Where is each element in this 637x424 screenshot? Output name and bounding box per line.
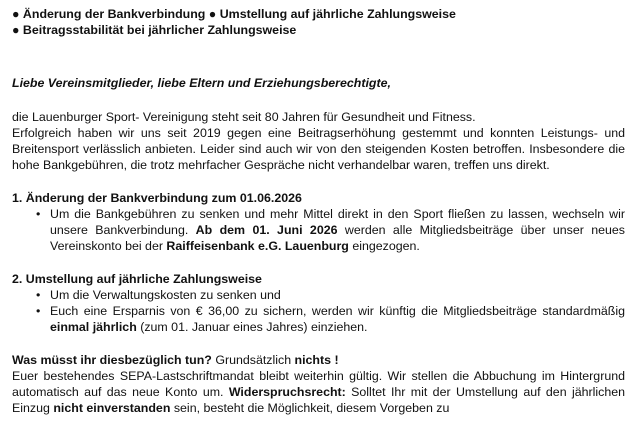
text-span: Um die Bankgebühren zu senken und mehr Mittel direkt in den Sport fließen zu lassen, wechseln wir unsere Bankverbindung. — [50, 207, 625, 237]
bullet-marker: • — [36, 288, 41, 302]
text-span: sein, besteht die Möglichkeit, diesem Vorgeben zu — [170, 401, 450, 415]
greeting: Liebe Vereinsmitglieder, liebe Eltern und Erziehungsberechtigte, — [12, 76, 391, 90]
yearly-emphasis: einmal jährlich — [50, 320, 137, 334]
bullet-marker: • — [36, 207, 41, 221]
text-span: werden alle Mitgliedsbeiträge über unser neues Vereinskonto bei der — [50, 223, 625, 253]
section-1-list — [12, 206, 625, 254]
intro-line-1: die Lauenburger Sport- Vereinigung steht seit 80 Jahren für Gesundheit und Fitness. — [12, 110, 476, 124]
text-span: Grundsätzlich — [211, 353, 295, 367]
intro-paragraph — [12, 109, 625, 173]
text-span: eingezogen. — [348, 239, 420, 253]
section-2-bullet-1 — [12, 287, 625, 303]
date-emphasis: Ab dem 01. Juni 2026 — [195, 223, 338, 237]
answer-emphasis: nichts ! — [294, 353, 339, 367]
text-span: Um die Verwaltungskosten zu senken und — [50, 288, 281, 302]
bullet-marker: • — [36, 304, 41, 318]
text-span: Euch eine Ersparnis von € 36,00 zu sichern, werden wir künftig die Mitgliedsbeiträge standardmäßig — [50, 304, 625, 318]
intro-body: Erfolgreich haben wir uns seit 2019 gegen eine Beitragserhöhung gestemmt und konnten Leistungs- und Breitensport verlässlich anbieten. Leider sind auch wir von den steigenden Kosten betroffen. Insbesondere die hohe Bankgebühren, die trotz mehrfacher Gespräche nicht verhandelbar waren, treffen uns direkt. — [12, 126, 625, 172]
header-topics-line-1: ● Änderung der Bankverbindung ● Umstellung auf jährliche Zahlungsweise — [12, 7, 456, 21]
objection-label: Widerspruchsrecht: — [228, 385, 346, 399]
text-span: Solltet Ihr mit der Umstellung auf den jährlichen Einzug — [12, 385, 625, 415]
text-span: (zum 01. Januar eines Jahres) einziehen. — [136, 320, 368, 334]
section-1-title: 1. Änderung der Bankverbindung zum 01.06.2026 — [12, 191, 302, 205]
text-span: Euer bestehendes SEPA-Lastschriftmandat bleibt weiterhin gültig. Wir stellen die Abbuchung im Hintergrund automatisch auf das neue Konto um. — [12, 369, 625, 399]
section-2-bullet-2 — [12, 303, 625, 335]
question-text: Was müsst ihr diesbezüglich tun? — [12, 353, 212, 367]
section-1-bullet-1 — [12, 206, 625, 254]
section-3-question — [12, 352, 625, 368]
section-2-title: 2. Umstellung auf jährliche Zahlungsweise — [12, 272, 262, 286]
header-topics-line-2: ● Beitragsstabilität bei jährlicher Zahlungsweise — [12, 23, 297, 37]
bank-name: Raiffeisenbank e.G. Lauenburg — [166, 239, 349, 253]
section-3-paragraph — [12, 368, 625, 416]
section-2-list — [12, 287, 625, 335]
not-agreed-emphasis: nicht einverstanden — [53, 401, 171, 415]
